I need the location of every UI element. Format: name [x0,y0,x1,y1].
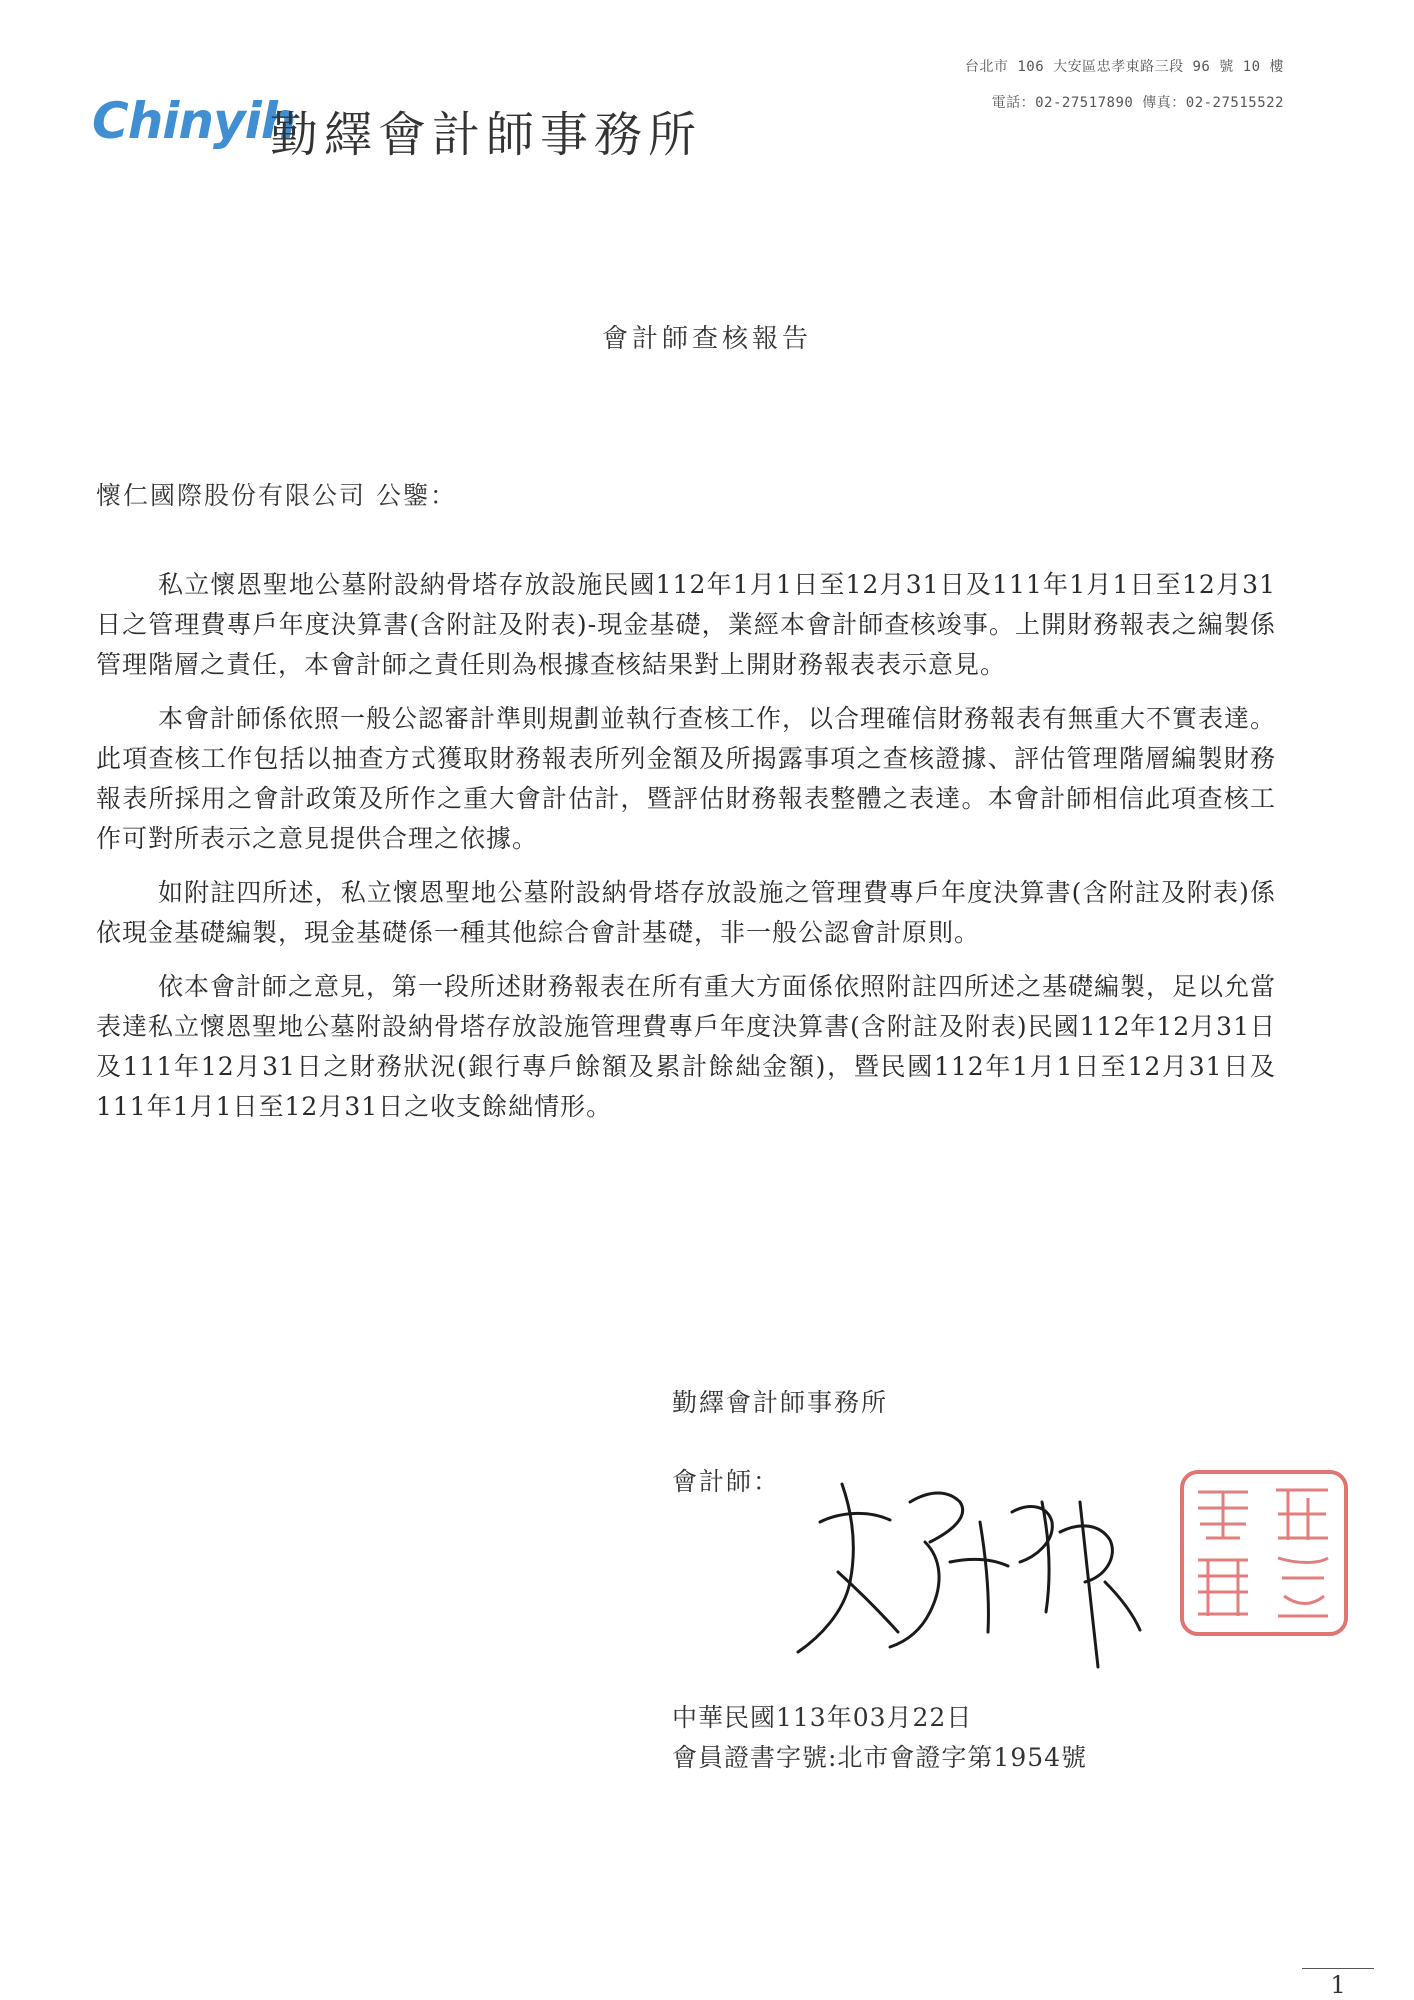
signature-cpa-label: 會計師： [672,1467,781,1496]
letterhead-phone: 電話：02-27517890 傳真：02-27515522 [991,95,1284,111]
report-body [96,565,1276,1141]
report-addressee: 懷仁國際股份有限公司 公鑒： [96,481,457,510]
signature-firm-name: 勤繹會計師事務所 [672,1388,889,1417]
letterhead-address: 台北市 106 大安區忠孝東路三段 96 號 10 樓 [964,59,1284,75]
letterhead-firm-name: 勤繹會計師事務所 [270,107,703,163]
cpa-seal-stamp [1178,1468,1350,1638]
body-paragraph-3: 如附註四所述，私立懷恩聖地公墓附設納骨塔存放設施之管理費專戶年度決算書(含附註及附表)係依現金基礎編製，現金基礎係一種其他綜合會計基礎，非一般公認會計原則。 [96,878,1276,947]
body-paragraph-2: 本會計師係依照一般公認審計準則規劃並執行查核工作，以合理確信財務報表有無重大不實表達。此項查核工作包括以抽查方式獲取財務報表所列金額及所揭露事項之查核證據、評估管理階層編製財務報表所採用之會計政策及所作之重大會計估計，暨評估財務報表整體之表達。本會計師相信此項查核工作可對所表示之意見提供合理之依據。 [96,704,1277,853]
handwritten-signature [780,1462,1160,1682]
body-paragraph-1: 私立懷恩聖地公墓附設納骨塔存放設施民國112年1月1日至12月31日及111年1月1日至12月31日之管理費專戶年度決算書(含附註及附表)-現金基礎，業經本會計師查核竣事。上開財務報表之編製係管理階層之責任，本會計師之責任則為根據查核結果對上開財務報表表示意見。 [96,570,1276,679]
report-title: 會計師查核報告 [601,324,812,354]
report-date: 中華民國113年03月22日 [672,1703,973,1732]
firm-logo: Chinyih [92,92,296,150]
cpa-certificate-number: 會員證書字號:北市會證字第1954號 [672,1743,1088,1772]
page-number: 1 [1302,1968,1374,1999]
body-paragraph-4: 依本會計師之意見，第一段所述財務報表在所有重大方面係依照附註四所述之基礎編製，足以允當表達私立懷恩聖地公墓附設納骨塔存放設施管理費專戶年度決算書(含附註及附表)民國112年12月31日及111年12月31日之財務狀況(銀行專戶餘額及累計餘絀金額)，暨民國112年1月1日至12月31日及111年1月1日至12月31日之收支餘絀情形。 [96,972,1277,1121]
